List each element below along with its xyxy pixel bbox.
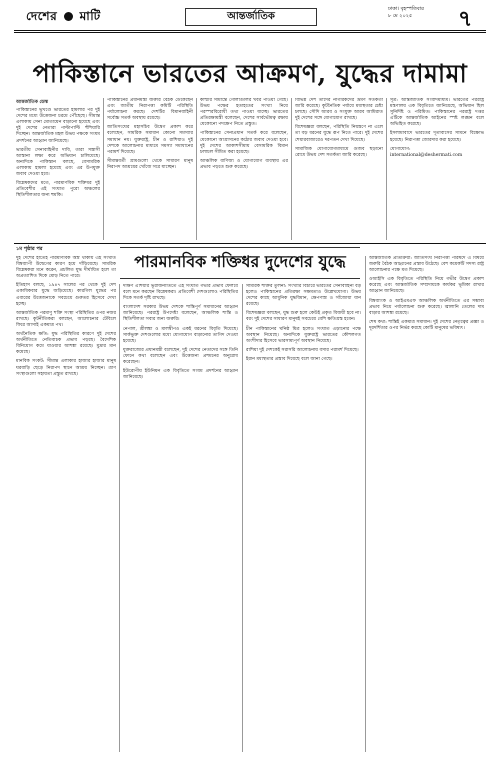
paragraph: আন্তর্জাতিক পরমাণু শক্তি সংস্থা পরিস্থিতির ওপর নজর রাখছে। কূটনীতিকরা বলছেন, আলোচনার টেবিলে ফিরে আসাই একমাত্র পথ। <box>16 310 116 328</box>
masthead <box>26 8 101 28</box>
page-number: ৭ <box>458 6 473 32</box>
page-header <box>0 0 500 44</box>
paragraph: সূত্র: আন্তর্জাতিক সংবাদমাধ্যম। ভারতের পররাষ্ট্র মন্ত্রণালয় এক বিবৃতিতে জানিয়েছে, অভিযান ছিল সুনির্দিষ্ট ও পরিমিত। পাকিস্তানের পররাষ্ট্র দপ্তর এটিকে আন্তর্জাতিক আইনের স্পষ্ট লঙ্ঘন বলে অভিহিত করেছে। <box>390 98 484 128</box>
paragraph: বিশেষজ্ঞরা বলছেন, পরিস্থিতি নিয়ন্ত্রণে না এলে তা বড় ধরনের যুদ্ধে রূপ নিতে পারে। দুই দেশের শেয়ারবাজারেও দরপতন দেখা দিয়েছে। <box>295 125 383 143</box>
second-story-column <box>123 284 238 752</box>
column-divider <box>365 256 366 752</box>
second-story-column <box>16 256 116 752</box>
paragraph: আন্তর্জাতিক প্রতিক্রিয়া: জাতিসংঘ নিরাপত্তা পরিষদে এ বিষয়ে জরুরি বৈঠক আহ্বানের প্রস্তাব উঠেছে। বেশ কয়েকটি সদস্য রাষ্ট্র আলোচনার পক্ষে মত দিয়েছে। <box>369 256 484 274</box>
column-divider <box>196 98 197 240</box>
paragraph: বিশেষজ্ঞরা বলছেন, যুদ্ধ শুরু হলে কেউই প্রকৃত বিজয়ী হবে না। বরং দুই দেশের সাধারণ মানুষই সবচেয়ে বেশি ক্ষতিগ্রস্ত হবেন। <box>246 311 361 323</box>
second-story-column <box>369 256 484 752</box>
paragraph: নেপাল, শ্রীলঙ্কা ও মালদ্বীপও একই ধরনের বিবৃতি দিয়েছে। সার্কভুক্ত দেশগুলোর মধ্যে যোগাযোগ বাড়ানোর তাগিদ দেওয়া হয়েছে। <box>123 326 238 344</box>
continuation-kicker: ১ম পৃষ্ঠার পর <box>16 246 43 252</box>
main-story-column <box>107 98 193 240</box>
paragraph: সীমান্তবর্তী গ্রামগুলো থেকে সাধারণ মানুষ নিরাপদ আশ্রয়ের খোঁজে সরে যাচ্ছেন। <box>107 158 193 170</box>
paragraph: সামরিক শক্তির তুলনা: সংখ্যার বিচারে ভারতের সেনাবাহিনী বড় হলেও পাকিস্তানের প্রতিরক্ষা সক্ষমতাও উল্লেখযোগ্য। উভয় দেশের কাছে আধুনিক যুদ্ধবিমান, ক্ষেপণাস্ত্র ও সাঁজোয়া যান রয়েছে। <box>246 284 361 308</box>
masthead-left: দেশের <box>26 9 58 23</box>
paragraph: বিশ্বব্যাংক ও আইএমএফ আঞ্চলিক অর্থনীতিতে এর সম্ভাব্য প্রভাব নিয়ে পর্যালোচনা শুরু করেছে। জ্বালানি তেলের দাম বাড়ার আশঙ্কা রয়েছে। <box>369 298 484 316</box>
paragraph: দক্ষিণ এশিয়ার ভূরাজনীতিতে এই সংঘাত গভীর প্রভাব ফেলবে বলে মনে করছেন বিশ্লেষকরা। প্রতিবেশী দেশগুলোও পরিস্থিতির দিকে সতর্ক দৃষ্টি রাখছে। <box>123 284 238 302</box>
paragraph: পাকিস্তানের সেনাপ্রধান সতর্ক করে বলেছেন, যেকোনো আগ্রাসনের কঠোর জবাব দেওয়া হবে। দুই দেশের আকাশসীমায় বেসামরিক বিমান চলাচল সীমিত করা হয়েছে। <box>200 131 288 155</box>
paragraph: পাকিস্তানের ভূখণ্ডে ভারতের হামলার পর দুই দেশের মধ্যে উত্তেজনা চরমে পৌঁছেছে। সীমান্ত এলাকায় সেনা মোতায়েন বাড়ানো হয়েছে এবং দুই দেশের নেতারা পাল্টাপাল্টি হুঁশিয়ারি দিচ্ছেন। আন্তর্জাতিক মহল উভয় পক্ষকে সংযম প্রদর্শনের আহ্বান জানিয়েছে। <box>16 108 100 144</box>
paragraph: শেষ কথা: শান্তিই একমাত্র সমাধান। দুই দেশের নেতৃত্বের প্রজ্ঞা ও দূরদর্শিতার ওপর নির্ভর করছে কোটি মানুষের ভবিষ্যৎ। <box>369 319 484 331</box>
paragraph: ভারতীয় সেনাবাহিনীর দাবি, তারা সন্ত্রাসী আস্তানা লক্ষ্য করে অভিযান চালিয়েছে। অন্যদিকে পাকিস্তান বলছে, বেসামরিক এলাকায় হামলা হয়েছে এবং এর উপযুক্ত জবাব দেওয়া হবে। <box>16 147 100 178</box>
main-headline: পাকিস্তানে ভারতের আক্রমণ, যুদ্ধের দামামা <box>32 59 468 88</box>
paragraph: যুক্তরাজ্যের প্রধানমন্ত্রী বলেছেন, দুই দেশের নেতাদের সঙ্গে তিনি ফোনে কথা বলেছেন এবং উত্তেজনা প্রশমনের অনুরোধ করেছেন। <box>123 347 238 366</box>
paragraph: ইউরোপীয় ইউনিয়ন এক বিবৃতিতে সংযম প্রদর্শনের আহ্বান জানিয়েছে। <box>123 369 238 381</box>
paragraph: রাশিয়া দুই দেশকেই সরাসরি আলোচনায় বসার পরামর্শ দিয়েছে। <box>246 347 359 353</box>
paragraph: দুই দেশের হাতেই পারমাণবিক অস্ত্র থাকায় এই সংঘাত বিশ্বব্যাপী উদ্বেগের কারণ হয়ে দাঁড়িয়েছে। সামরিক বিশ্লেষকরা মনে করেন, প্রচলিত যুদ্ধ দীর্ঘায়িত হলে তা অপ্রত্যাশিত দিকে মোড় নিতে পারে। <box>16 256 116 280</box>
main-story-column <box>16 98 100 240</box>
paragraph: বিভিন্ন দেশ তাদের নাগরিকদের ভ্রমণ সতর্কতা জারি করেছে। কূটনৈতিক পর্যায়ে মধ্যস্থতার চেষ্টা চলছে। সৌদি আরব ও সংযুক্ত আরব আমিরাত দুই দেশের সঙ্গে যোগাযোগ রাখছে। <box>295 98 383 122</box>
dateline <box>388 6 424 20</box>
paragraph: ইতিহাস বলছে, ১৯৪৭ সালের পর থেকে দুই দেশ একাধিকবার যুদ্ধে জড়িয়েছে। কারগিল যুদ্ধের পর এবারের উত্তেজনাকে সবচেয়ে গুরুতর হিসেবে দেখা হচ্ছে। <box>16 283 116 307</box>
date-line-1: ঢাকা। বৃহস্পতিবার <box>388 6 424 12</box>
byline: আন্তর্জাতিক ডেস্ক <box>16 100 49 105</box>
paragraph: অর্থনৈতিক ক্ষতি: যুদ্ধ পরিস্থিতির কারণে দুই দেশের অর্থনীতিতে নেতিবাচক প্রভাব পড়ছে। বৈদেশিক বিনিয়োগ কমে যাওয়ার আশঙ্কা রয়েছে। মুদ্রার মান কমেছে। <box>16 332 116 356</box>
paragraph: পাকিস্তানের প্রধানমন্ত্রী জরুরি বৈঠক ডেকেছেন এবং জাতীয় নিরাপত্তা কমিটি পরিস্থিতি পর্যালোচনা করছে। দেশটির বিমানবাহিনী সর্বোচ্চ সতর্ক অবস্থায় রয়েছে। <box>107 98 193 122</box>
paragraph: বিশ্লেষকদের মতে, পারমাণবিক শক্তিধর দুই প্রতিবেশীর এই সংঘাত পুরো অঞ্চলের স্থিতিশীলতার জন্য হুমকি। <box>16 181 100 199</box>
main-story-column <box>200 98 288 240</box>
paragraph: যোগাযোগ: international@deshermati.com <box>390 146 463 158</box>
paragraph: জাতিসংঘের মহাসচিব উদ্বেগ প্রকাশ করে বলেছেন, সামরিক সমাধান কোনো সমস্যার সমাধান নয়। যুক্তরাষ্ট্র, চীন ও রাশিয়াও দুই দেশকে আলোচনার মাধ্যমে সমস্যা সমাধানের পরামর্শ দিয়েছে। <box>107 125 193 155</box>
paragraph: সামাজিক যোগাযোগমাধ্যমে গুজব ছড়ানো রোধে উভয় দেশ সতর্কতা জারি করেছে। <box>295 146 383 158</box>
paragraph: মানবিক সংকট: সীমান্ত এলাকার হাজার হাজার মানুষ ঘরবাড়ি ছেড়ে নিরাপদ স্থানে আশ্রয় নিচ্ছেন। ত্রাণ সংস্থাগুলো সহায়তা প্রস্তুত রাখছে। <box>16 359 116 377</box>
header-rule <box>14 30 486 31</box>
header-rule-2 <box>14 32 486 33</box>
column-divider <box>386 98 387 240</box>
date-line-2: ৮ মে ২০২৫ <box>388 13 413 19</box>
paragraph: ওআইসি এক বিবৃতিতে পরিস্থিতি নিয়ে গভীর উদ্বেগ প্রকাশ করেছে এবং আন্তর্জাতিক সম্প্রদায়কে কার্যকর ভূমিকা রাখার আহ্বান জানিয়েছে। <box>369 277 484 295</box>
main-story-column <box>295 98 383 240</box>
section-label: আন্তর্জাতিক <box>185 8 317 26</box>
main-story-column <box>390 98 484 240</box>
masthead-globe-icon <box>64 12 73 21</box>
paragraph: আঞ্চলিক বাণিজ্য ও যোগাযোগ ব্যবস্থায় এর প্রভাব পড়তে শুরু করেছে। <box>200 158 288 170</box>
second-headline: পারমানবিক শক্তিধর দুদেশের যুদ্ধে <box>134 252 346 271</box>
column-divider <box>103 98 104 240</box>
masthead-right: মাটি <box>79 9 101 23</box>
story-divider <box>14 243 486 244</box>
paragraph: ইরান মধ্যস্থতার প্রস্তাব দিয়েছে বলে জানা গেছে। <box>246 356 333 362</box>
column-divider <box>119 284 120 752</box>
column-divider <box>291 98 292 240</box>
paragraph: কাশ্মীর সীমান্তে গোলাগুলির খবর পাওয়া গেছে। উভয় পক্ষের হতাহতের সংখ্যা নিয়ে পরস্পরবিরোধী তথ্য পাওয়া যাচ্ছে। ভারতের প্রতিরক্ষামন্ত্রী বলেছেন, দেশের সার্বভৌমত্ব রক্ষায় যেকোনো পদক্ষেপ নিতে প্রস্তুত। <box>200 98 288 128</box>
column-divider <box>242 284 243 752</box>
paragraph: বাংলাদেশ সরকার উভয় দেশকে শান্তিপূর্ণ সমাধানের আহ্বান জানিয়েছে। পররাষ্ট্র উপদেষ্টা বলেছেন, আঞ্চলিক শান্তি ও স্থিতিশীলতা সবার জন্য জরুরি। <box>123 305 238 323</box>
paragraph: চীন পাকিস্তানের ঘনিষ্ঠ মিত্র হলেও সংঘাত এড়ানোর পক্ষে অবস্থান নিয়েছে। অন্যদিকে যুক্তরাষ্ট্র ভারতের কৌশলগত অংশীদার হিসেবে ভারসাম্যপূর্ণ অবস্থান নিয়েছে। <box>246 326 361 344</box>
second-story-column <box>246 284 361 752</box>
paragraph: ইসলামাবাদে ভারতের দূতাবাসের সামনে বিক্ষোভ হয়েছে। নিরাপত্তা জোরদার করা হয়েছে। <box>390 131 484 143</box>
